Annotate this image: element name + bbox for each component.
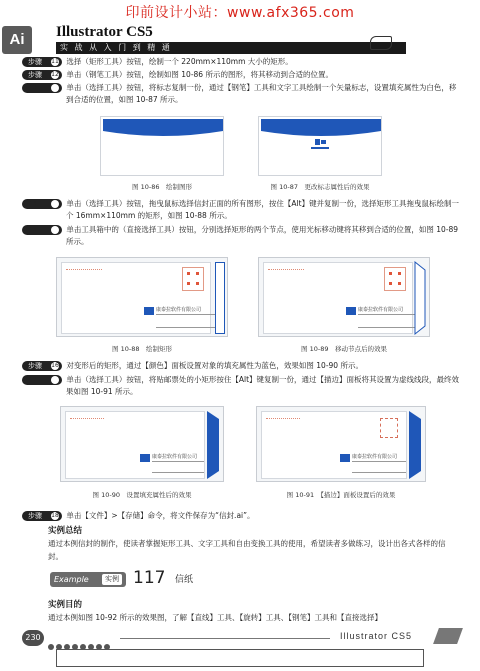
company-logo-icon bbox=[144, 307, 154, 315]
site-watermark: 印前设计小站：www.afx365.com bbox=[125, 5, 355, 21]
envelope-front bbox=[61, 262, 211, 334]
postal-code-boxes bbox=[70, 418, 104, 424]
caption-10-88: 图 10-88 绘制矩形 bbox=[112, 345, 172, 353]
company-address-lines bbox=[156, 314, 216, 328]
step-16 bbox=[22, 360, 462, 372]
page-footer bbox=[0, 626, 480, 671]
caption-10-89: 图 10-89 移动节点后的效果 bbox=[301, 345, 387, 353]
company-address-lines bbox=[358, 314, 418, 328]
step-badge: 15 bbox=[22, 225, 62, 235]
step-text: 单击（选择工具）按钮，将标志复制一份，通过【钢笔】工具和文字工具绘制一个矢量标志，设置填充属性为白色，移到合适的位置，如图 10-87 所示。 bbox=[66, 83, 457, 104]
company-address-lines bbox=[152, 461, 204, 473]
company-logo-icon bbox=[340, 454, 350, 462]
step-badge: 13 bbox=[22, 83, 62, 93]
stamp-area bbox=[384, 267, 406, 291]
company-name: 康泰拉软件有限公司 bbox=[358, 307, 404, 313]
step-badge: 步骤 18 bbox=[22, 511, 62, 521]
company-name: 康泰拉软件有限公司 bbox=[156, 307, 202, 313]
step-text: 单击（钢笔工具）按钮，绘制如图 10-86 所示的图形，将其移动到合适的位置。 bbox=[66, 70, 333, 79]
step-badge: 17 bbox=[22, 375, 62, 385]
step-17 bbox=[22, 374, 462, 398]
summary-body: 通过本例信封的制作，使读者掌握矩形工具、文字工具和自由变换工具的使用，希望读者多做练习，设计出各式各样的信封。 bbox=[48, 539, 446, 561]
step-badge: 14 bbox=[22, 199, 62, 209]
pointing-hand-icon bbox=[370, 36, 392, 50]
page-number: 230 bbox=[22, 630, 44, 646]
selected-side-rectangle bbox=[215, 262, 225, 334]
book-title: Illustrator CS5 bbox=[56, 24, 153, 40]
step-15 bbox=[22, 224, 462, 248]
caption-10-90: 图 10-90 设置填充属性后的效果 bbox=[92, 491, 192, 499]
step-text: 单击工具箱中的（直接选择工具）按钮，分别选择矩形的两个节点，使用光标移动键将其移到合适的位置，如图 10-89 所示。 bbox=[66, 225, 459, 246]
figure-10-87 bbox=[258, 116, 382, 176]
caption-10-87: 图 10-87 更改标志属性后的效果 bbox=[270, 183, 370, 191]
step-text: 单击（选择工具）按钮，将贴邮票处的小矩形按住【Alt】键复制一份，通过【描边】面板将其设置为虚线线段，最终效果如图 10-91 所示。 bbox=[66, 375, 460, 396]
book-subtitle: 实 战 从 入 门 到 精 通 bbox=[60, 43, 172, 52]
purpose-heading: 实例目的 bbox=[48, 600, 83, 610]
example-badge: Example 实例 bbox=[50, 572, 126, 587]
figure-10-89 bbox=[258, 257, 430, 337]
footer-box bbox=[56, 649, 424, 667]
envelope-flap-with-logo bbox=[259, 117, 383, 177]
step-badge: 步骤 11 bbox=[22, 57, 62, 67]
step-13 bbox=[22, 82, 462, 106]
dashed-stamp-box bbox=[380, 418, 398, 438]
step-text: 单击（选择工具）按钮，拖曳鼠标选择信封正面的所有图形，按住【Alt】键并复制一份，选择矩形工具拖曳鼠标绘制一个 16mm×110mm 的矩形，如图 10-88 所示。 bbox=[66, 199, 460, 220]
envelope-front bbox=[263, 262, 413, 334]
envelope-front bbox=[65, 411, 205, 479]
figure-10-91 bbox=[256, 406, 426, 482]
caption-10-91: 图 10-91 【描边】面板设置后的效果 bbox=[286, 491, 396, 499]
footer-rule bbox=[120, 638, 330, 639]
step-badge: 步骤 12 bbox=[22, 70, 62, 80]
moved-node-shape bbox=[413, 258, 429, 338]
step-11 bbox=[22, 56, 462, 68]
caption-10-86: 图 10-86 绘制图形 bbox=[132, 183, 192, 191]
company-address-lines bbox=[352, 461, 406, 473]
ai-logo-icon: Ai bbox=[2, 26, 32, 54]
postal-code-boxes bbox=[266, 418, 300, 424]
company-logo-icon bbox=[140, 454, 150, 462]
step-14 bbox=[22, 198, 462, 222]
step-badge: 步骤 16 bbox=[22, 361, 62, 371]
subtitle-bar bbox=[56, 42, 406, 54]
purpose-body: 通过本例如图 10-92 所示的效果图，了解【直线】工具、【旋转】工具、【钢笔】工具和【直接选择】 bbox=[48, 613, 383, 622]
figure-10-86 bbox=[100, 116, 224, 176]
step-text: 单击【文件】>【存储】命令，将文件保存为“信封.ai”。 bbox=[66, 511, 255, 520]
blue-side-flap bbox=[407, 407, 425, 483]
company-name: 康泰拉软件有限公司 bbox=[152, 454, 198, 460]
postal-code-boxes bbox=[66, 269, 102, 275]
figure-10-88 bbox=[56, 257, 228, 337]
footer-tab bbox=[433, 628, 463, 644]
example-badge-sub: 实例 bbox=[102, 574, 122, 585]
step-text: 对变形后的矩形，通过【颜色】面板设置对象的填充属性为蓝色，效果如图 10-90 所示。 bbox=[66, 361, 363, 370]
step-18 bbox=[22, 510, 462, 522]
page-header bbox=[0, 22, 480, 54]
footer-brand: Illustrator CS5 bbox=[340, 631, 413, 641]
step-text: 选择（矩形工具）按钮，绘制一个 220mm×110mm 大小的矩形。 bbox=[66, 57, 293, 66]
company-name: 康泰拉软件有限公司 bbox=[352, 454, 398, 460]
blue-side-flap bbox=[205, 407, 223, 483]
postal-code-boxes bbox=[268, 269, 304, 275]
example-number: 117 bbox=[133, 568, 166, 588]
example-title: 信纸 bbox=[175, 575, 194, 585]
summary-heading: 实例总结 bbox=[48, 526, 83, 536]
step-12 bbox=[22, 69, 462, 81]
envelope-front bbox=[261, 411, 407, 479]
stamp-area bbox=[178, 416, 198, 438]
envelope-flap-shape bbox=[101, 117, 225, 177]
figure-10-90 bbox=[60, 406, 224, 482]
company-logo-icon bbox=[346, 307, 356, 315]
stamp-area bbox=[182, 267, 204, 291]
